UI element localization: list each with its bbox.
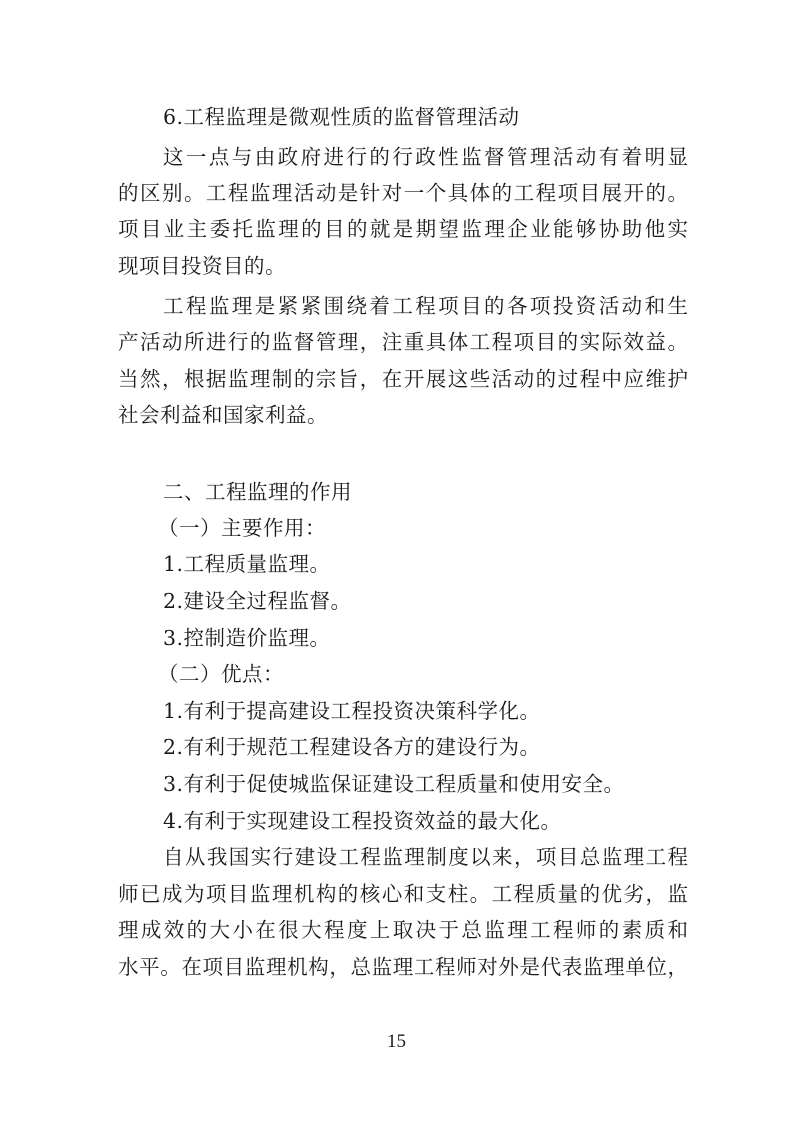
- heading-item-6: 6.工程监理是微观性质的监督管理活动: [163, 105, 520, 129]
- paragraph-line: 水平。在项目监理机构，总监理工程师对外是代表监理单位，: [118, 955, 688, 979]
- paragraph-line: 理成效的大小在很大程度上取决于总监理工程师的素质和: [118, 918, 688, 942]
- paragraph-line: 这一点与由政府进行的行政性监督管理活动有着明显: [163, 145, 688, 169]
- list-item: 2.有利于规范工程建设各方的建设行为。: [163, 735, 541, 759]
- section-heading: 二、工程监理的作用: [163, 480, 352, 504]
- list-item: 2.建设全过程监督。: [163, 589, 352, 613]
- paragraph-line: 的区别。工程监理活动是针对一个具体的工程项目展开的。: [118, 181, 688, 205]
- list-item: 3.有利于促使城监保证建设工程质量和使用安全。: [163, 772, 625, 796]
- list-item: 4.有利于实现建设工程投资效益的最大化。: [163, 809, 562, 833]
- paragraph-line: 师已成为项目监理机构的核心和支柱。工程质量的优劣，监: [118, 882, 688, 906]
- list-item: 1.有利于提高建设工程投资决策科学化。: [163, 699, 541, 723]
- paragraph-line: 项目业主委托监理的目的就是期望监理企业能够协助他实: [118, 217, 688, 241]
- paragraph-line: 产活动所进行的监督管理，注重具体工程项目的实际效益。: [118, 330, 688, 354]
- paragraph-line: 社会利益和国家利益。: [118, 403, 328, 427]
- subheading-main-roles: （一）主要作用：: [158, 516, 326, 540]
- paragraph-line: 现项目投资目的。: [118, 254, 286, 278]
- list-item: 3.控制造价监理。: [163, 626, 331, 650]
- list-item: 1.工程质量监理。: [163, 552, 331, 576]
- paragraph-line: 工程监理是紧紧围绕着工程项目的各项投资活动和生: [163, 294, 688, 318]
- page-number: 15: [387, 1031, 406, 1052]
- subheading-advantages: （二）优点：: [158, 662, 284, 686]
- paragraph-line: 自从我国实行建设工程监理制度以来，项目总监理工程: [163, 845, 688, 869]
- paragraph-line: 当然，根据监理制的宗旨，在开展这些活动的过程中应维护: [118, 367, 688, 391]
